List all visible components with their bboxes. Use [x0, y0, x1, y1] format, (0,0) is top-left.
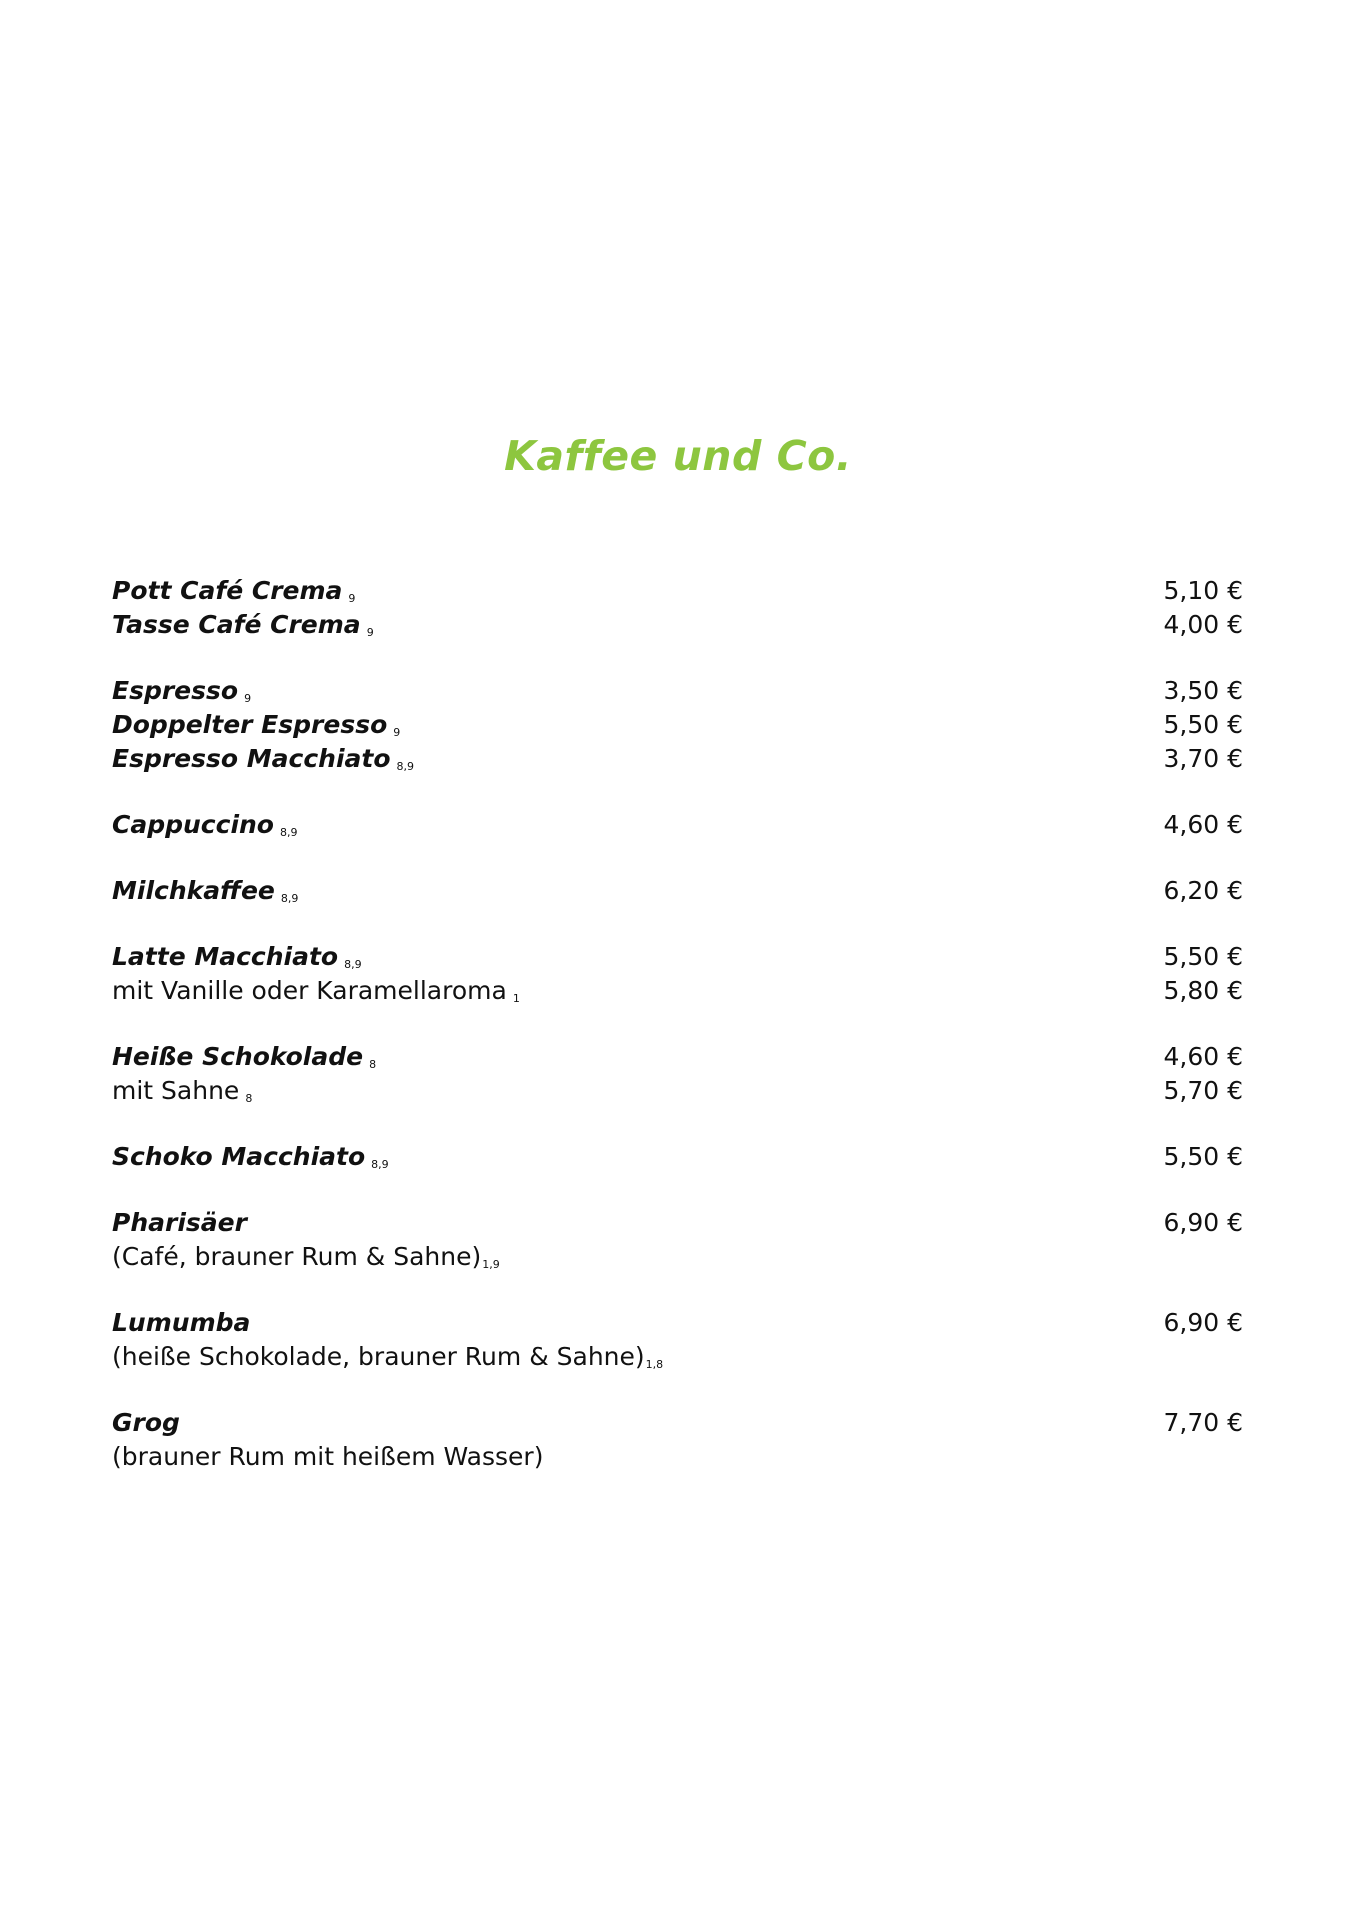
item-name: [112, 1206, 247, 1240]
allergen-codes: 9: [366, 626, 374, 639]
menu-row: [112, 1040, 1243, 1074]
item-name-text: Latte Macchiato: [112, 942, 339, 971]
allergen-codes: 8,9: [280, 892, 299, 905]
item-name-text: Doppelter Espresso: [112, 710, 388, 739]
menu-row: [112, 940, 1243, 974]
item-price: 6,90 €: [1163, 1208, 1243, 1237]
item-description: [112, 1074, 252, 1116]
item-price: 5,50 €: [1163, 710, 1243, 739]
menu-group: [112, 1206, 1243, 1274]
item-price: 6,20 €: [1163, 876, 1243, 905]
menu-group: [112, 574, 1243, 642]
menu-group: [112, 874, 1243, 908]
menu-group: [112, 940, 1243, 1008]
item-name-text: Heiße Schokolade: [112, 1042, 364, 1071]
allergen-codes: 8,9: [280, 826, 298, 839]
item-name-text: Pharisäer: [112, 1208, 247, 1237]
item-price: 7,70 €: [1163, 1408, 1243, 1437]
item-name-text: Espresso Macchiato: [112, 744, 391, 773]
menu-row: [112, 974, 1243, 1008]
allergen-codes: 9: [244, 692, 252, 705]
item-name-text: Lumumba: [112, 1308, 251, 1337]
item-name-text: Espresso: [112, 676, 239, 705]
item-name: [112, 1140, 389, 1182]
item-price: 5,70 €: [1163, 1076, 1243, 1105]
item-name-text: Cappuccino: [112, 810, 274, 839]
menu-row: [112, 1240, 1243, 1274]
item-description: [112, 1240, 500, 1282]
menu-group: [112, 1306, 1243, 1374]
item-description-text: (Café, brauner Rum & Sahne): [112, 1242, 482, 1271]
item-description-text: (brauner Rum mit heißem Wasser): [112, 1442, 544, 1471]
menu-group: [112, 1140, 1243, 1174]
item-name: [112, 608, 374, 650]
menu-row: [112, 742, 1243, 776]
item-price: 5,50 €: [1163, 942, 1243, 971]
menu-group: [112, 808, 1243, 842]
menu-row: [112, 874, 1243, 908]
item-name-text: Pott Café Crema: [112, 576, 343, 605]
item-name: [112, 1306, 250, 1340]
item-name: [112, 874, 298, 916]
item-description: [112, 1440, 543, 1474]
allergen-codes: 8: [245, 1092, 253, 1105]
item-name: [112, 742, 414, 784]
item-description: [112, 974, 520, 1016]
allergen-codes: 8: [369, 1058, 377, 1071]
item-price: 3,50 €: [1163, 676, 1243, 705]
allergen-codes: 1,8: [645, 1358, 664, 1371]
item-name-text: Tasse Café Crema: [112, 610, 361, 639]
item-price: 4,60 €: [1163, 810, 1243, 839]
menu-row: [112, 1306, 1243, 1340]
menu-group: [112, 674, 1243, 776]
menu-row: [112, 608, 1243, 642]
page-title: Kaffee und Co.: [504, 432, 852, 480]
menu-row: [112, 1140, 1243, 1174]
item-price: 5,80 €: [1163, 976, 1243, 1005]
menu-row: [112, 708, 1243, 742]
item-price: 4,00 €: [1163, 610, 1243, 639]
item-name-text: Schoko Macchiato: [112, 1142, 366, 1171]
menu-group: [112, 1406, 1243, 1474]
allergen-codes: 9: [393, 726, 401, 739]
item-price: 5,10 €: [1163, 576, 1243, 605]
item-description: [112, 1340, 663, 1382]
item-price: 4,60 €: [1163, 1042, 1243, 1071]
item-description-text: mit Vanille oder Karamellaroma: [112, 976, 507, 1005]
item-description-text: mit Sahne: [112, 1076, 240, 1105]
menu-row: [112, 1406, 1243, 1440]
allergen-codes: 9: [348, 592, 356, 605]
allergen-codes: 8,9: [396, 760, 415, 773]
allergen-codes: 1: [512, 992, 520, 1005]
item-price: 5,50 €: [1163, 1142, 1243, 1171]
allergen-codes: 1,9: [482, 1258, 500, 1271]
item-description-text: (heiße Schokolade, brauner Rum & Sahne): [112, 1342, 645, 1371]
allergen-codes: 8,9: [371, 1158, 389, 1171]
item-price: 3,70 €: [1163, 744, 1243, 773]
item-name-text: Grog: [112, 1408, 180, 1437]
menu-row: [112, 1440, 1243, 1474]
item-price: 6,90 €: [1163, 1308, 1243, 1337]
menu-group: [112, 1040, 1243, 1108]
menu-list: [112, 574, 1243, 1506]
menu-row: [112, 574, 1243, 608]
item-name: [112, 808, 298, 850]
menu-row: [112, 674, 1243, 708]
menu-row: [112, 1340, 1243, 1374]
item-name-text: Milchkaffee: [112, 876, 275, 905]
allergen-codes: 8,9: [344, 958, 362, 971]
item-name: [112, 1406, 180, 1440]
menu-row: [112, 1206, 1243, 1240]
menu-row: [112, 808, 1243, 842]
